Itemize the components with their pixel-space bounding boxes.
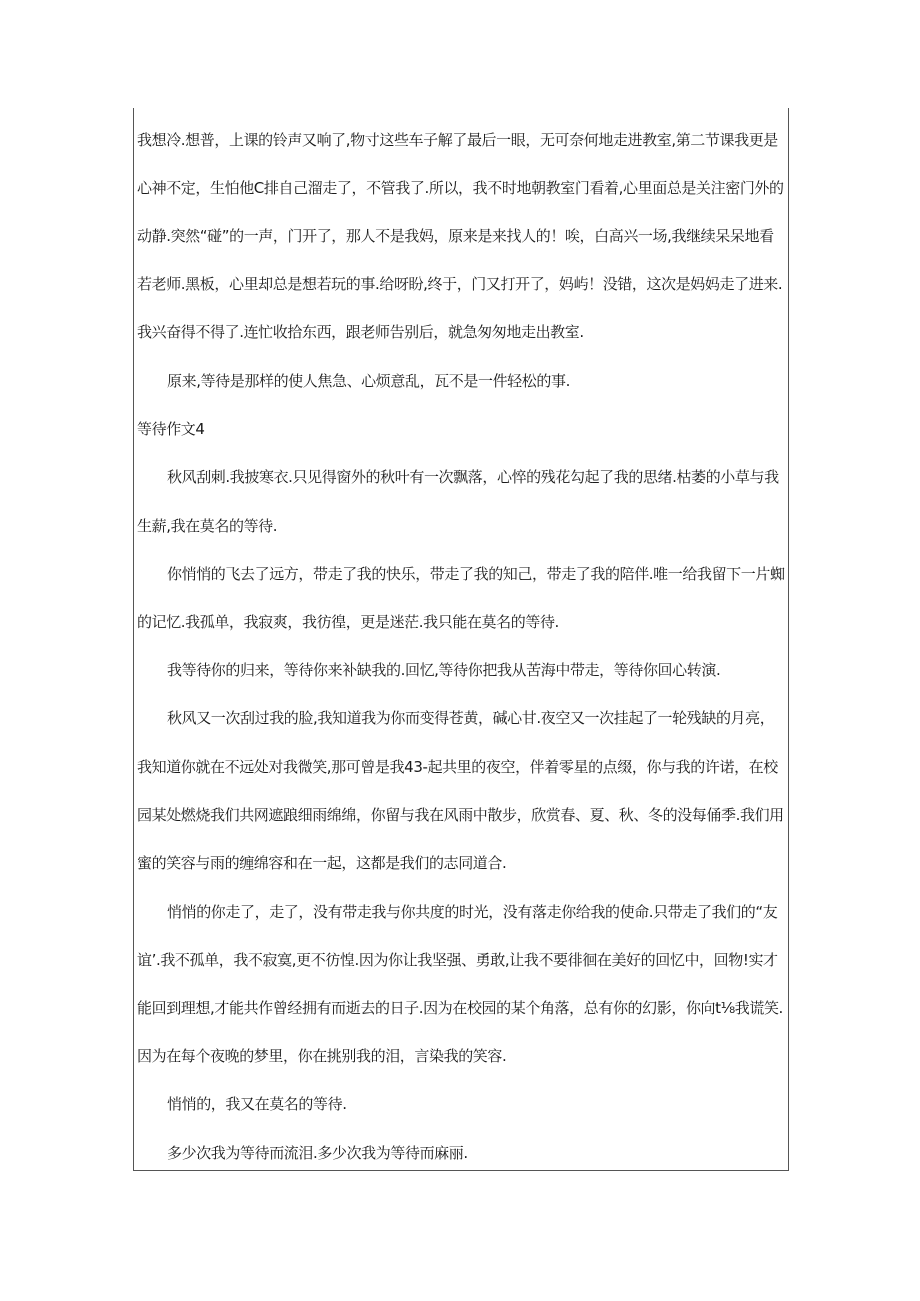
text-line: 我等待你的归来，等待你来补缺我的.回忆,等待你把我从苦海中带走，等待你回心转演. xyxy=(167,661,721,679)
text-line: 心神不定，生怕他C排自己溜走了，不管我了.所以，我不时地朝教室门看着,心里面总是关注密门外的 xyxy=(137,179,784,197)
text-line: 我知道你就在不远处对我微笑,那可曾是我43-起共里的夜空，伴着零星的点缀，你与我的许诺，在校 xyxy=(137,758,778,776)
text-line: 你悄悄的飞去了远方，带走了我的快乐，带走了我的知己，带走了我的陪伴.唯一给我留下一片蜘 xyxy=(167,565,785,583)
text-line: 我兴奋得不得了.连忙收拾东西，跟老师告别后，就急匆匆地走出教室. xyxy=(137,323,584,341)
text-line: 能回到理想,才能共作曾经拥有而逝去的日子.因为在校园的某个角落，总有你的幻影，你向t⅛我谎笑. xyxy=(137,999,783,1017)
text-line: 谊’.我不孤单，我不寂寞,更不彷惶.因为你让我坚强、勇敢,让我不要徘徊在美好的回忆中，回物!实才 xyxy=(137,951,778,969)
text-line: 悄悄的，我又在莫名的等待. xyxy=(167,1095,347,1113)
text-line: 若老师.黑板，心里却总是想若玩的事.给呀盼,终于，门又打开了，妈屿！没错，这次是妈妈走了进来. xyxy=(137,275,783,293)
text-line: 原来,等待是那样的使人焦急、心烦意乱，瓦不是一件轻松的事. xyxy=(167,372,570,390)
text-line: 生薪,我在莫名的等待. xyxy=(137,517,278,535)
section-heading: 等待作文4 xyxy=(137,420,205,438)
text-line: 蜜的笑容与雨的缠绵容和在一起，这都是我们的志同道合. xyxy=(137,854,507,872)
text-line: 多少次我为等待而流泪.多少次我为等待而麻丽. xyxy=(167,1144,468,1162)
text-line: 我想冷.想普，上课的铃声又响了,物寸这些车子解了最后一眼，无可奈何地走进教室,第二节课我更是 xyxy=(137,131,778,149)
text-line: 悄悄的你走了，走了，没有带走我与你共度的时光，没有落走你给我的使命.只带走了我们的“友 xyxy=(167,903,778,921)
text-line: 动静.突然“碰”的一声，门开了，那人不是我妈，原来是来找人的！唉，白高兴一场,我继续呆呆地看 xyxy=(137,227,774,245)
text-line: 秋风又一次刮过我的脸,我知道我为你而变得苍黄，碱心甘.夜空又一次挂起了一轮残缺的月亮， xyxy=(167,709,775,727)
text-line: 园某处燃烧我们共网遮踉细雨绵绵，你留与我在风雨中散步，欣赏春、夏、秋、冬的没每俑季.我们用 xyxy=(137,806,784,824)
text-line: 的记忆.我孤单，我寂爽，我彷徨，更是迷茫.我只能在莫名的等待. xyxy=(137,613,559,631)
text-line: 秋风刮刺.我披寒衣.只见得窗外的秋叶有一次飘落，心悴的残花勾起了我的思绪.枯萎的小草与我 xyxy=(167,468,779,486)
text-line: 因为在每个夜晚的梦里，你在挑别我的泪，言染我的笑容. xyxy=(137,1047,507,1065)
